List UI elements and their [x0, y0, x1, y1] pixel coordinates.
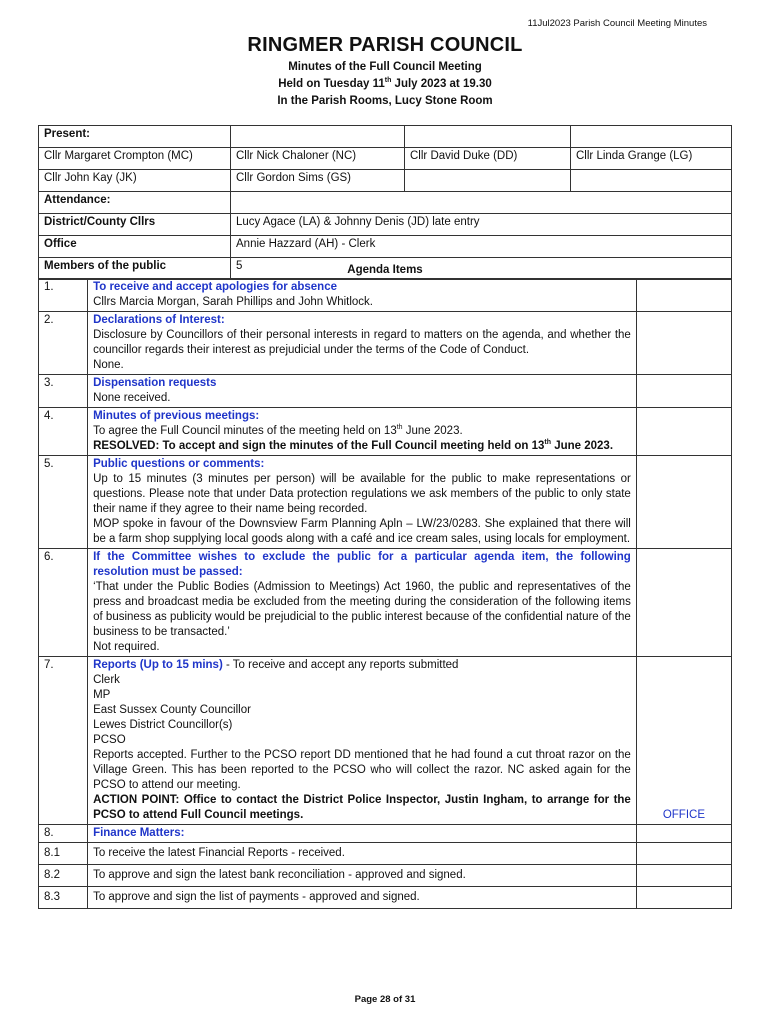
item-body — [88, 825, 637, 843]
item-text: To approve and sign the list of payments - approved and signed. — [88, 887, 637, 909]
agenda-item — [39, 456, 732, 549]
action-cell — [636, 865, 731, 887]
action-point: ACTION POINT: Office to contact the District Police Inspector, Justin Ingham, to arrange for the PCSO to attend Full Council meetings. — [93, 794, 631, 821]
item-number: 8.2 — [39, 865, 88, 887]
action-cell — [636, 549, 731, 657]
agenda-item — [39, 279, 732, 312]
item-text: Cllrs Marcia Morgan, Sarah Phillips and John Whitlock. — [93, 296, 374, 308]
page-title: RINGMER PARISH COUNCIL — [247, 34, 523, 56]
item-text: Reports accepted. Further to the PCSO report DD mentioned that he had found a cut throat razor on the Village Green. This has been reported to the PCSO who will collect the razor. NC asked again for the PCSO to attend our meeting. — [93, 749, 631, 791]
agenda-item — [39, 375, 732, 408]
item-body — [88, 456, 637, 549]
agenda-subitem — [39, 865, 732, 887]
agenda-item — [39, 312, 732, 375]
resolution: RESOLVED: To accept and sign the minutes of the Full Council meeting held on 13th June 2023. — [93, 439, 614, 452]
page-number: Page 28 of 31 — [354, 994, 416, 1005]
empty-cell — [231, 192, 732, 214]
report-item: Clerk — [93, 674, 120, 686]
item-number: 1. — [39, 279, 88, 312]
present-label: Present: — [39, 126, 231, 148]
action-cell — [636, 825, 731, 843]
item-number: 6. — [39, 549, 88, 657]
district-label: District/County Cllrs — [39, 214, 231, 236]
item-number: 8.3 — [39, 887, 88, 909]
item-text: None. — [93, 359, 124, 371]
item-number: 8.1 — [39, 843, 88, 865]
attendee: Cllr Linda Grange (LG) — [571, 148, 732, 170]
item-number: 7. — [39, 657, 88, 825]
subtitle-venue: In the Parish Rooms, Lucy Stone Room — [277, 95, 493, 107]
item-text: Disclosure by Councillors of their personal interests in regard to matters on the agenda, and whether the councillor regards their interest as prejudicial under the terms of the Code of Conduct. — [93, 329, 631, 356]
report-item: MP — [93, 689, 111, 701]
empty-cell — [405, 170, 571, 192]
item-heading: Minutes of previous meetings: — [93, 410, 260, 422]
attendance-table — [38, 125, 732, 280]
item-text: MOP spoke in favour of the Downsview Farm Planning Apln – LW/23/0283. She explained that there will be a farm shop supplying local goods along with a café and ice cream sales, using locals for employment. — [93, 518, 631, 545]
item-number: 2. — [39, 312, 88, 375]
action-cell — [636, 375, 731, 408]
agenda-title: Agenda Items — [347, 264, 423, 276]
action-cell — [636, 408, 731, 456]
office-label: Office — [39, 236, 231, 258]
public-label: Members of the public — [39, 258, 231, 280]
item-text: Up to 15 minutes (3 minutes per person) will be available for the public to make representations or questions. Please note that under Data protection regulations we ask members of the public to only state their name if they agree to their name being recorded. — [93, 473, 631, 515]
subtitle-date: Held on Tuesday 11th July 2023 at 19.30 — [278, 77, 492, 90]
attendee: Cllr Gordon Sims (GS) — [231, 170, 405, 192]
public-value: 5 — [231, 258, 732, 280]
item-number: 4. — [39, 408, 88, 456]
action-owner: OFFICE — [636, 657, 731, 825]
report-item: Lewes District Councillor(s) — [93, 719, 233, 731]
item-heading: If the Committee wishes to exclude the public for a particular agenda item, the following resolution must be passed: — [93, 551, 631, 578]
item-heading: Declarations of Interest: — [93, 314, 225, 326]
attendee: Cllr Margaret Crompton (MC) — [39, 148, 231, 170]
item-heading: Dispensation requests — [93, 377, 217, 389]
item-body — [88, 549, 637, 657]
agenda-subitem — [39, 843, 732, 865]
action-cell — [636, 843, 731, 865]
office-value: Annie Hazzard (AH) - Clerk — [231, 236, 732, 258]
agenda-table — [38, 278, 732, 909]
empty-cell — [405, 126, 571, 148]
subtitle-minutes: Minutes of the Full Council Meeting — [288, 61, 482, 73]
running-header: 11Jul2023 Parish Council Meeting Minutes — [527, 18, 707, 29]
agenda-item — [39, 408, 732, 456]
agenda-subitem — [39, 887, 732, 909]
item-body — [88, 312, 637, 375]
agenda-item — [39, 825, 732, 843]
district-value: Lucy Agace (LA) & Johnny Denis (JD) late entry — [231, 214, 732, 236]
action-cell — [636, 456, 731, 549]
attendance-label: Attendance: — [39, 192, 231, 214]
item-text: ‘That under the Public Bodies (Admission to Meetings) Act 1960, the public and representatives of the press and broadcast media be excluded from the meeting during the consideration of the following items of business as publicity would be prejudicial to the public interest because of the confidential nature of the business to be transacted.’ — [93, 581, 631, 638]
item-heading: Public questions or comments: — [93, 458, 265, 470]
item-body — [88, 408, 637, 456]
report-item: East Sussex County Councillor — [93, 704, 251, 716]
item-text: To agree the Full Council minutes of the meeting held on 13th June 2023. — [93, 424, 463, 437]
empty-cell — [571, 126, 732, 148]
item-body — [88, 657, 637, 825]
item-text: Not required. — [93, 641, 160, 653]
action-cell — [636, 312, 731, 375]
item-number: 8. — [39, 825, 88, 843]
action-cell — [636, 887, 731, 909]
item-number: 5. — [39, 456, 88, 549]
attendee: Cllr David Duke (DD) — [405, 148, 571, 170]
empty-cell — [571, 170, 732, 192]
empty-cell — [231, 126, 405, 148]
item-text: To approve and sign the latest bank reconciliation - approved and signed. — [88, 865, 637, 887]
action-cell — [636, 279, 731, 312]
attendee: Cllr Nick Chaloner (NC) — [231, 148, 405, 170]
item-body — [88, 375, 637, 408]
item-heading: To receive and accept apologies for absence — [93, 281, 337, 293]
item-heading: Finance Matters: — [93, 827, 185, 839]
item-body — [88, 279, 637, 312]
item-heading-line: Reports (Up to 15 mins) - To receive and accept any reports submitted — [93, 659, 459, 671]
attendee: Cllr John Kay (JK) — [39, 170, 231, 192]
item-heading: Reports (Up to 15 mins) — [93, 659, 223, 671]
agenda-item — [39, 549, 732, 657]
agenda-item — [39, 657, 732, 825]
item-number: 3. — [39, 375, 88, 408]
item-text: To receive the latest Financial Reports - received. — [88, 843, 637, 865]
report-item: PCSO — [93, 734, 126, 746]
item-text: None received. — [93, 392, 171, 404]
